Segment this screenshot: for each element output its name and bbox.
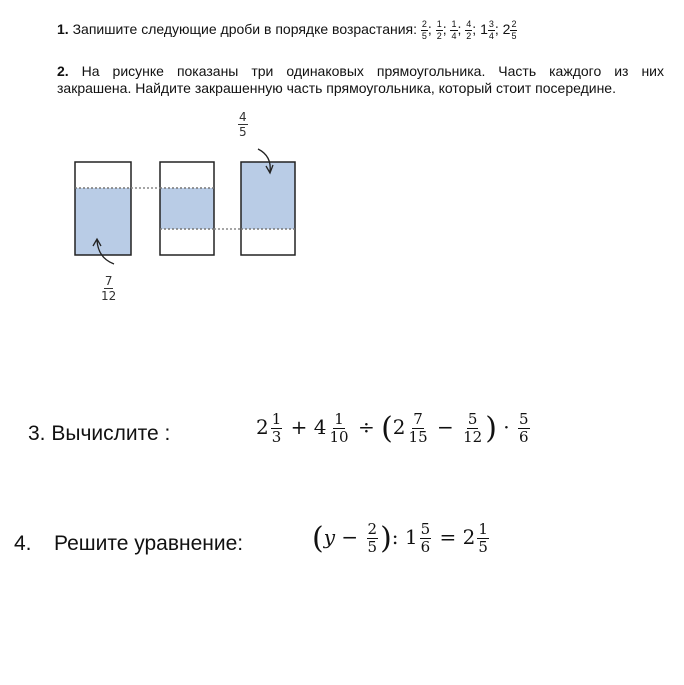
task-4-label: Решите уравнение:	[54, 532, 244, 555]
fraction-item: $\frac{1}{2}$	[436, 19, 442, 41]
task-2-number: 2.	[57, 63, 69, 79]
task-1-text: Запишите следующие дроби в порядке возрастания:	[72, 21, 417, 38]
task-1-number: 1.	[57, 21, 69, 38]
rectangle-middle	[160, 162, 214, 255]
task-3-label: 3. Вычислите :	[28, 422, 171, 445]
fraction-item: $\frac{2}{5}$	[421, 19, 427, 41]
rectangle-right-fill	[241, 162, 295, 229]
rectangle-right	[241, 162, 295, 255]
fraction-separator: ;	[494, 21, 503, 38]
rectangle-middle-fill	[160, 188, 214, 229]
fraction-whole: 2	[502, 21, 511, 38]
label-right-fraction: $\frac{4}{5}$	[239, 110, 247, 139]
task-4-equation: (y − $\frac{2}{5}$ ): 1 $\frac{5}{6}$ = 2 $\frac{1}{5}$	[312, 520, 488, 556]
rectangle-left-fill	[75, 188, 131, 255]
rectangles-figure	[0, 0, 684, 320]
fraction-separator: ;	[457, 21, 466, 38]
rectangle-left	[75, 162, 131, 255]
label-left-fraction: $\frac{7}{12}$	[101, 274, 117, 303]
fraction-whole: 1	[480, 21, 488, 38]
fraction-separator: ;	[442, 21, 451, 38]
task-2-text-1: На рисунке показаны три одинаковых прямоугольника. Часть каждого из них	[81, 63, 664, 79]
fraction-separator: ;	[472, 21, 481, 38]
fraction-item: $\frac{3}{4}$	[488, 19, 494, 41]
task-3-expression: 2 $\frac{1}{3}$ + 4 $\frac{1}{10}$ ÷ (2 $\frac{7}{15}$ − $\frac{5}{12}$ ) · $\frac{5}{6}$	[256, 410, 529, 446]
fraction-item: $\frac{2}{5}$	[511, 19, 517, 41]
task-4-number: 4.	[14, 532, 32, 555]
fraction-item: $\frac{1}{4}$	[451, 19, 457, 41]
fraction-item: $\frac{4}{2}$	[466, 19, 472, 41]
fraction-separator: ;	[427, 21, 436, 38]
task-2-line-2: закрашена. Найдите закрашенную часть прямоугольника, который стоит посередине.	[57, 80, 616, 96]
